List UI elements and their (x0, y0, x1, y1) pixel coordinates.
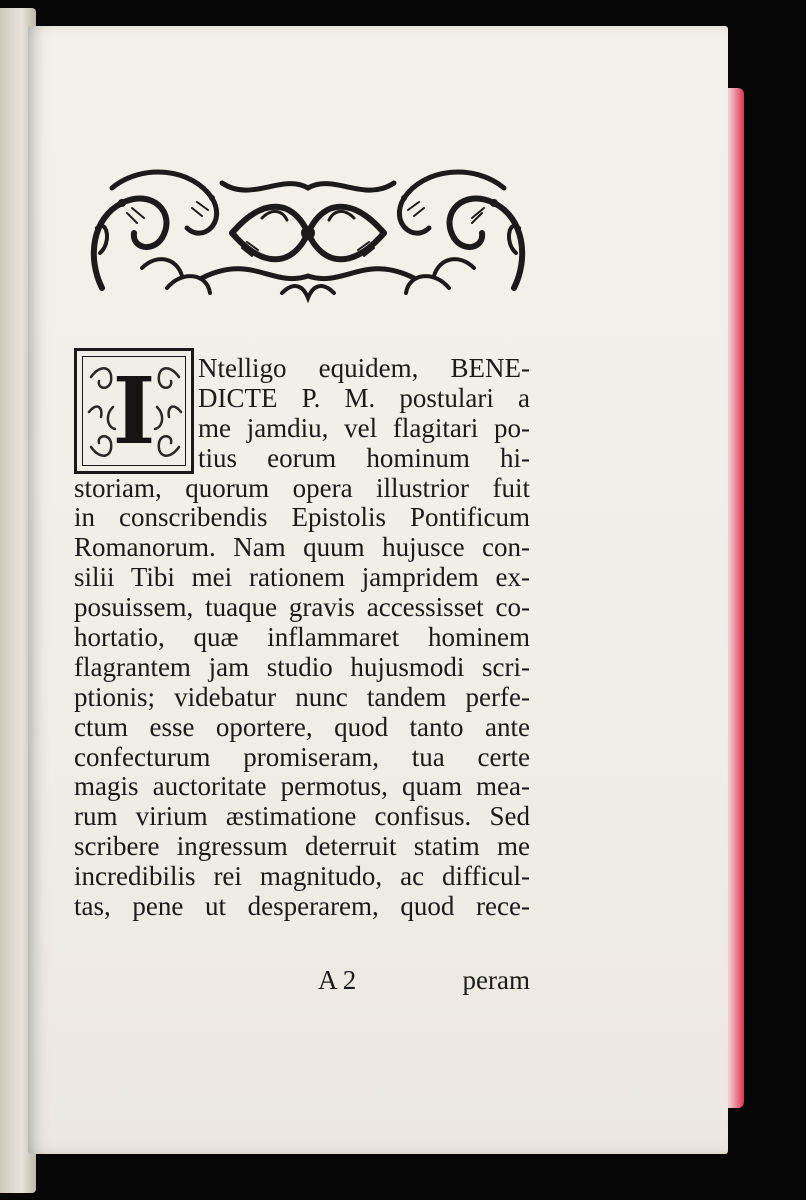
text-line: scribere ingressum deterruit statim me (74, 832, 530, 862)
text-line: ctum esse oportere, quod tanto ante (74, 712, 530, 742)
page-footer (74, 964, 530, 996)
text-line: magis auctoritate permotus, quam mea- (74, 772, 530, 802)
ornamental-headpiece (82, 158, 534, 308)
signature-mark: A 2 (318, 965, 357, 995)
text-line: incredibilis rei magnitudo, ac difficul- (74, 862, 530, 892)
text-line: DICTE P. M. postulari a (198, 383, 530, 413)
initial-letter: I (112, 357, 156, 465)
body-text (74, 354, 530, 922)
text-line: me jamdiu, vel flagitari po- (198, 413, 530, 443)
text-line: tas, pene ut desperarem, quod rece- (74, 892, 530, 922)
text-line: in conscribendis Epistolis Pontificum (74, 503, 530, 533)
text-line: tius eorum hominum hi- (198, 443, 530, 473)
text-line: storiam, quorum opera illustrior fuit (74, 473, 530, 503)
text-line: flagrantem jam studio hujusmodi scri- (74, 652, 530, 682)
text-line: Romanorum. Nam quum hujusce con- (74, 533, 530, 563)
catchword: peram (462, 965, 530, 995)
text-line: posuissem, tuaque gravis accessisset co- (74, 593, 530, 623)
text-line: rum virium æstimatione confisus. Sed (74, 802, 530, 832)
text-line: hortatio, quæ inflammaret hominem (74, 623, 530, 653)
text-line: Ntelligo equidem, BENE- (198, 354, 530, 383)
text-line: silii Tibi mei rationem jampridem ex- (74, 563, 530, 593)
text-line: confecturum promiseram, tua certe (74, 742, 530, 772)
text-line: ptionis; videbatur nunc tandem perfe- (74, 682, 530, 712)
